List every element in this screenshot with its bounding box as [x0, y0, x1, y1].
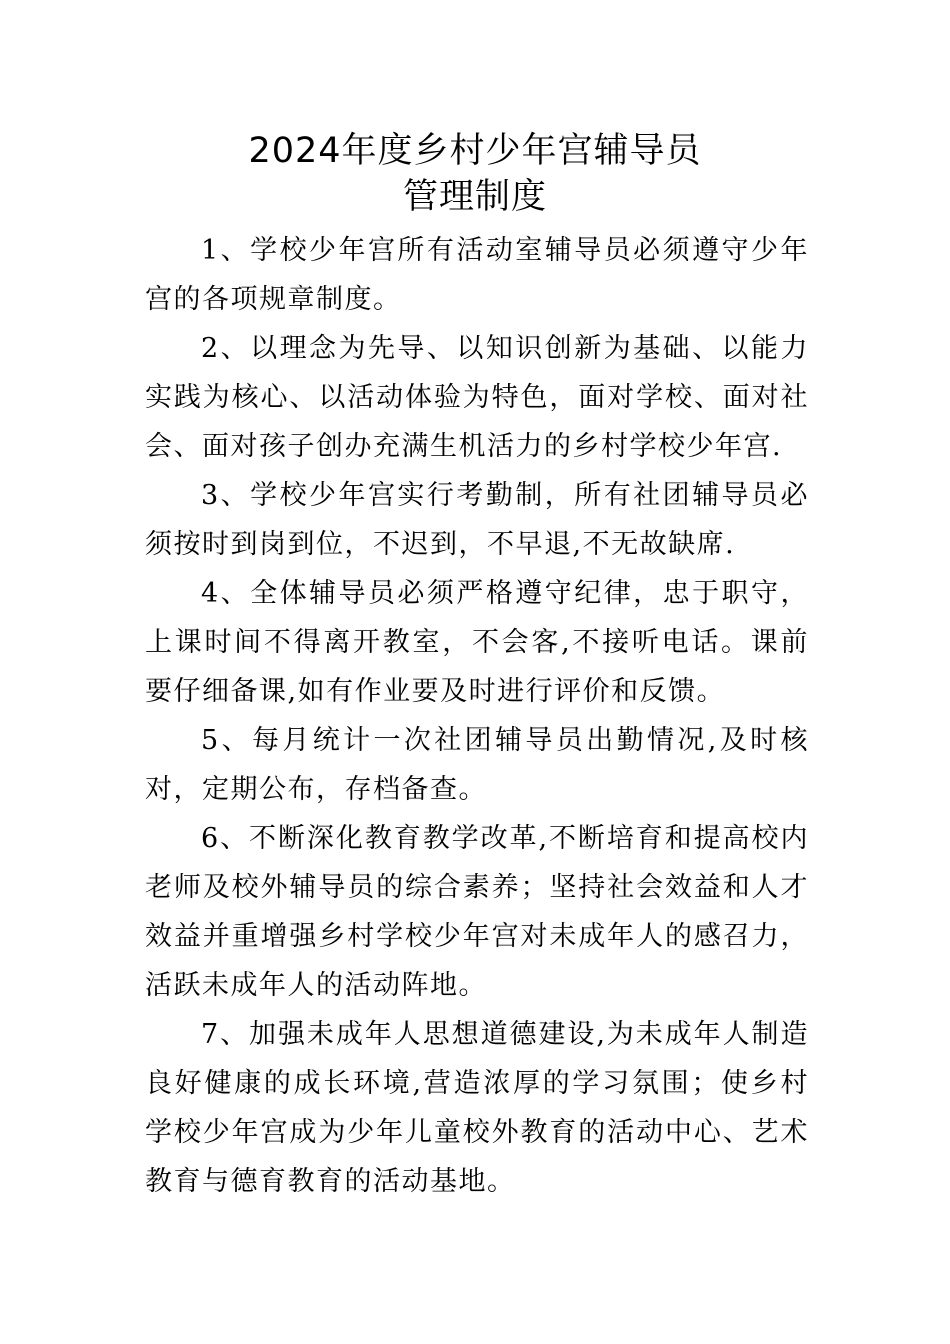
paragraph-3: 3、学校少年宫实行考勤制，所有社团辅导员必须按时到岗到位，不迟到，不早退,不无故缺席.	[145, 480, 809, 560]
paragraph-6: 6、不断深化教育教学改革,不断培育和提高校内老师及校外辅导员的综合素养；坚持社会效益和人才效益并重增强乡村学校少年宫对未成年人的感召力，活跃未成年人的活动阵地。	[145, 823, 809, 1001]
paragraph-5: 5、每月统计一次社团辅导员出勤情况,及时核对，定期公布，存档备查。	[145, 725, 809, 805]
document-title	[0, 128, 950, 220]
document-body	[145, 226, 809, 1206]
paragraph-4: 4、全体辅导员必须严格遵守纪律，忠于职守，上课时间不得离开教室，不会客,不接听电话。课前要仔细备课,如有作业要及时进行评价和反馈。	[145, 578, 809, 707]
title-line-2: 管理制度	[402, 177, 547, 217]
paragraph-1: 1、学校少年宫所有活动室辅导员必须遵守少年宫的各项规章制度。	[145, 235, 809, 315]
paragraph-7: 7、加强未成年人思想道德建设,为未成年人制造良好健康的成长环境,营造浓厚的学习氛围；使乡村学校少年宫成为少年儿童校外教育的活动中心、艺术教育与德育教育的活动基地。	[145, 1019, 809, 1197]
paragraph-2: 2、以理念为先导、以知识创新为基础、以能力实践为核心、以活动体验为特色，面对学校、面对社会、面对孩子创办充满生机活力的乡村学校少年宫.	[145, 333, 809, 462]
title-line-1: 2024年度乡村少年宫辅导员	[248, 131, 702, 171]
